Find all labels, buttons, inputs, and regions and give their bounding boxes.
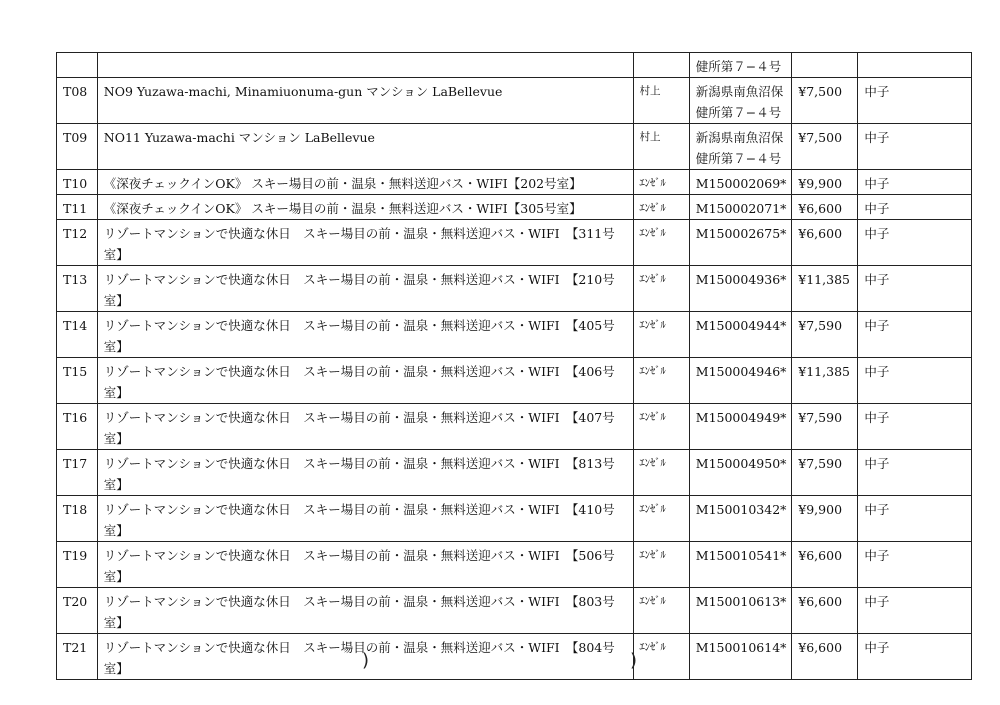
agent-cell: ｴﾝｾﾞﾙ xyxy=(633,634,689,680)
agent-cell: ｴﾝｾﾞﾙ xyxy=(633,496,689,542)
price-cell: ¥6,600 xyxy=(792,220,858,266)
row-id-cell: T18 xyxy=(57,496,98,542)
row-id-cell: T15 xyxy=(57,358,98,404)
area-cell: 中子 xyxy=(858,450,972,496)
license-cell: M150010613* xyxy=(689,588,792,634)
license-cell: M150004944* xyxy=(689,312,792,358)
row-id-cell: T16 xyxy=(57,404,98,450)
license-cell: M150010342* xyxy=(689,496,792,542)
area-cell: 中子 xyxy=(858,588,972,634)
area-cell: 中子 xyxy=(858,634,972,680)
agent-cell: ｴﾝｾﾞﾙ xyxy=(633,170,689,195)
area-cell: 中子 xyxy=(858,78,972,124)
price-cell: ¥6,600 xyxy=(792,588,858,634)
table-row xyxy=(57,588,972,634)
row-id-cell: T13 xyxy=(57,266,98,312)
row-id-cell xyxy=(57,53,98,78)
price-cell xyxy=(792,53,858,78)
table-row xyxy=(57,358,972,404)
agent-cell: 村上 xyxy=(633,78,689,124)
row-id-cell: T09 xyxy=(57,124,98,170)
area-cell: 中子 xyxy=(858,170,972,195)
price-cell: ¥7,590 xyxy=(792,450,858,496)
agent-cell: ｴﾝｾﾞﾙ xyxy=(633,404,689,450)
area-cell: 中子 xyxy=(858,496,972,542)
area-cell: 中子 xyxy=(858,220,972,266)
row-id-cell: T19 xyxy=(57,542,98,588)
listing-name-cell: リゾートマンションで快適な休日 スキー場目の前・温泉・無料送迎バス・WIFI 【406号室】 xyxy=(97,358,633,404)
table-row xyxy=(57,542,972,588)
price-cell: ¥6,600 xyxy=(792,542,858,588)
table-row xyxy=(57,404,972,450)
table-row xyxy=(57,78,972,124)
license-cell: 新潟県南魚沼保健所第７−４号 xyxy=(689,124,792,170)
license-cell: M150010541* xyxy=(689,542,792,588)
area-cell: 中子 xyxy=(858,266,972,312)
price-cell: ¥11,385 xyxy=(792,358,858,404)
agent-cell: ｴﾝｾﾞﾙ xyxy=(633,450,689,496)
row-id-cell: T14 xyxy=(57,312,98,358)
area-cell: 中子 xyxy=(858,358,972,404)
listing-name-cell: リゾートマンションで快適な休日 スキー場目の前・温泉・無料送迎バス・WIFI 【506号室】 xyxy=(97,542,633,588)
listing-name-cell xyxy=(97,53,633,78)
license-cell: M150004936* xyxy=(689,266,792,312)
price-cell: ¥6,600 xyxy=(792,195,858,220)
agent-cell: ｴﾝｾﾞﾙ xyxy=(633,312,689,358)
listing-name-cell: NO11 Yuzawa-machi マンション LaBellevue xyxy=(97,124,633,170)
punch-mark-right: ) xyxy=(630,650,638,671)
listing-name-cell: NO9 Yuzawa-machi, Minamiuonuma-gun マンション LaBellevue xyxy=(97,78,633,124)
license-cell: 新潟県南魚沼保健所第７−４号 xyxy=(689,78,792,124)
price-cell: ¥7,500 xyxy=(792,124,858,170)
price-cell: ¥7,590 xyxy=(792,312,858,358)
row-id-cell: T11 xyxy=(57,195,98,220)
table-row xyxy=(57,220,972,266)
agent-cell: ｴﾝｾﾞﾙ xyxy=(633,542,689,588)
agent-cell xyxy=(633,53,689,78)
area-cell xyxy=(858,53,972,78)
listing-name-cell: リゾートマンションで快適な休日 スキー場目の前・温泉・無料送迎バス・WIFI 【803号室】 xyxy=(97,588,633,634)
row-id-cell: T08 xyxy=(57,78,98,124)
listing-name-cell: リゾートマンションで快適な休日 スキー場目の前・温泉・無料送迎バス・WIFI 【405号室】 xyxy=(97,312,633,358)
agent-cell: ｴﾝｾﾞﾙ xyxy=(633,588,689,634)
table-row xyxy=(57,634,972,680)
area-cell: 中子 xyxy=(858,195,972,220)
license-cell: M150002675* xyxy=(689,220,792,266)
row-id-cell: T12 xyxy=(57,220,98,266)
table-row xyxy=(57,195,972,220)
area-cell: 中子 xyxy=(858,124,972,170)
price-cell: ¥7,500 xyxy=(792,78,858,124)
area-cell: 中子 xyxy=(858,312,972,358)
license-cell: M150010614* xyxy=(689,634,792,680)
license-cell: M150002069* xyxy=(689,170,792,195)
agent-cell: ｴﾝｾﾞﾙ xyxy=(633,220,689,266)
table-row xyxy=(57,266,972,312)
price-cell: ¥9,900 xyxy=(792,170,858,195)
price-cell: ¥11,385 xyxy=(792,266,858,312)
row-id-cell: T17 xyxy=(57,450,98,496)
agent-cell: ｴﾝｾﾞﾙ xyxy=(633,358,689,404)
listing-table-body xyxy=(57,53,972,680)
table-row xyxy=(57,450,972,496)
listing-name-cell: リゾートマンションで快適な休日 スキー場目の前・温泉・無料送迎バス・WIFI 【311号室】 xyxy=(97,220,633,266)
price-cell: ¥9,900 xyxy=(792,496,858,542)
license-cell: M150004949* xyxy=(689,404,792,450)
license-cell: M150004946* xyxy=(689,358,792,404)
table-row xyxy=(57,53,972,78)
table-row xyxy=(57,312,972,358)
row-id-cell: T20 xyxy=(57,588,98,634)
listing-name-cell: リゾートマンションで快適な休日 スキー場目の前・温泉・無料送迎バス・WIFI 【407号室】 xyxy=(97,404,633,450)
listing-name-cell: リゾートマンションで快適な休日 スキー場目の前・温泉・無料送迎バス・WIFI 【210号室】 xyxy=(97,266,633,312)
row-id-cell: T10 xyxy=(57,170,98,195)
punch-mark-left: ) xyxy=(362,650,370,671)
license-cell: 健所第７−４号 xyxy=(689,53,792,78)
area-cell: 中子 xyxy=(858,404,972,450)
agent-cell: ｴﾝｾﾞﾙ xyxy=(633,195,689,220)
row-id-cell: T21 xyxy=(57,634,98,680)
table-row xyxy=(57,170,972,195)
listing-table xyxy=(56,52,972,680)
license-cell: M150004950* xyxy=(689,450,792,496)
area-cell: 中子 xyxy=(858,542,972,588)
table-row xyxy=(57,496,972,542)
listing-name-cell: リゾートマンションで快適な休日 スキー場目の前・温泉・無料送迎バス・WIFI 【813号室】 xyxy=(97,450,633,496)
license-cell: M150002071* xyxy=(689,195,792,220)
price-cell: ¥6,600 xyxy=(792,634,858,680)
table-row xyxy=(57,124,972,170)
price-cell: ¥7,590 xyxy=(792,404,858,450)
agent-cell: 村上 xyxy=(633,124,689,170)
agent-cell: ｴﾝｾﾞﾙ xyxy=(633,266,689,312)
listing-name-cell: 《深夜チェックインOK》 スキー場目の前・温泉・無料送迎バス・WIFI【202号室】 xyxy=(97,170,633,195)
listing-name-cell: 《深夜チェックインOK》 スキー場目の前・温泉・無料送迎バス・WIFI【305号室】 xyxy=(97,195,633,220)
listing-name-cell: リゾートマンションで快適な休日 スキー場目の前・温泉・無料送迎バス・WIFI 【410号室】 xyxy=(97,496,633,542)
listing-name-cell: リゾートマンションで快適な休日 スキー場目の前・温泉・無料送迎バス・WIFI 【804号室】 xyxy=(97,634,633,680)
